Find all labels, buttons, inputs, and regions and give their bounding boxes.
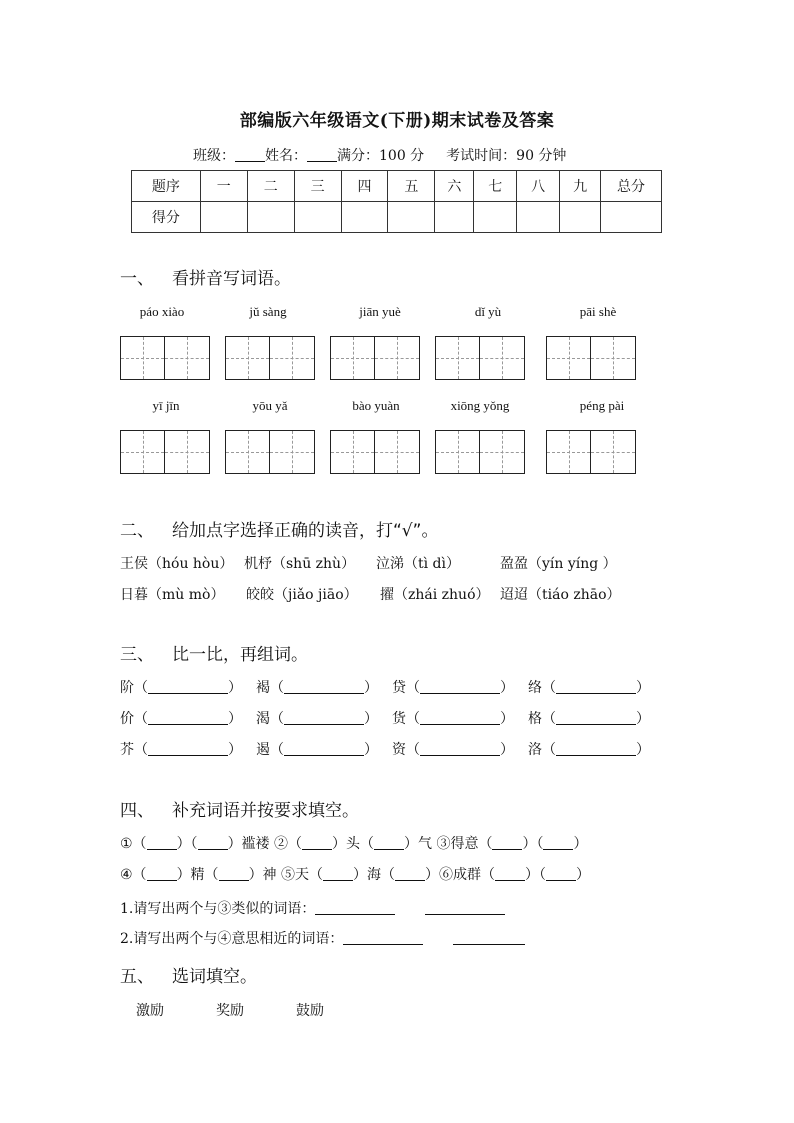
compare-item: 洛（ ） [528,742,650,758]
answer-blank[interactable] [492,835,522,850]
writing-grid[interactable] [120,430,210,474]
header-cell: 题序 [132,171,201,202]
answer-blank[interactable] [556,741,636,756]
reading-item[interactable]: 机杼（shū zhù） [244,556,356,572]
pinyin-label: jiān yuè [359,304,401,319]
pinyin-label: jǔ sàng [249,304,287,319]
question-2: 2.请写出两个与④意思相近的词语： [120,928,525,948]
answer-blank[interactable] [546,866,576,881]
answer-blank[interactable] [284,679,364,694]
compare-item: 芥（ ） [120,742,242,758]
answer-blank[interactable] [148,679,228,694]
pinyin-label: yōu yǎ [252,398,288,413]
reading-item[interactable]: 擢（zhái zhuó） [380,587,490,603]
score-cell[interactable] [388,202,435,233]
pinyin-label: péng pài [579,398,625,413]
answer-blank[interactable] [147,835,177,850]
row-label: 得分 [132,202,201,233]
name-blank[interactable] [307,147,337,162]
score-cell[interactable] [200,202,247,233]
score-table-row [132,202,662,233]
compare-item: 价（ ） [120,711,242,727]
time-label: 考试时间：90 分钟 [446,148,567,164]
compare-item: 贷（ ） [392,680,514,696]
writing-grid[interactable] [225,430,315,474]
compare-item: 货（ ） [392,711,514,727]
header-cell: 一 [200,171,247,202]
answer-blank[interactable] [148,741,228,756]
answer-blank[interactable] [147,866,177,881]
header-cell: 四 [341,171,388,202]
header-cell: 六 [435,171,474,202]
section-5-heading: 五、 选词填空。 [120,967,257,987]
section-3-heading: 三、 比一比，再组词。 [120,645,308,665]
answer-blank[interactable] [302,835,332,850]
reading-item[interactable]: 泣涕（tì dì） [376,556,460,572]
answer-blank[interactable] [198,835,228,850]
writing-grid[interactable] [330,430,420,474]
compare-item: 褐（ ） [256,680,378,696]
section-4-heading: 四、 补充词语并按要求填空。 [120,801,359,821]
score-cell[interactable] [341,202,388,233]
compare-item: 阶（ ） [120,680,242,696]
compare-item: 渴（ ） [256,711,378,727]
compare-item: 遏（ ） [256,742,378,758]
answer-blank[interactable] [556,710,636,725]
writing-grid[interactable] [435,430,525,474]
score-cell[interactable] [474,202,517,233]
word-option: 激励 [136,1003,164,1019]
answer-blank[interactable] [543,835,573,850]
class-blank[interactable] [235,147,265,162]
score-label: 满分：100 分 [337,148,425,164]
reading-item[interactable]: 盈盈（yín yíng ） [500,556,617,572]
answer-blank[interactable] [219,866,249,881]
answer-blank[interactable] [148,710,228,725]
answer-blank[interactable] [315,900,395,915]
header-cell: 九 [560,171,601,202]
writing-grid[interactable] [435,336,525,380]
fill-line-2: ④（ ）精（ ）神 ⑤天（ ）海（ ）⑥成群（ ）（ ） [120,867,591,883]
answer-blank[interactable] [343,930,423,945]
score-cell[interactable] [517,202,560,233]
answer-blank[interactable] [284,710,364,725]
header-cell: 三 [294,171,341,202]
score-cell[interactable] [560,202,601,233]
class-label: 班级： [193,148,235,164]
reading-item[interactable]: 王侯（hóu hòu） [120,556,234,572]
page-title: 部编版六年级语文(下册)期末试卷及答案 [239,111,555,131]
fill-line-1: ①（ ）（ ）褴褛 ②（ ）头（ ）气 ③得意（ ）（ ） [120,836,588,852]
exam-info [193,145,566,165]
reading-item[interactable]: 迢迢（tiáo zhāo） [500,587,621,603]
answer-blank[interactable] [420,741,500,756]
writing-grid[interactable] [546,430,636,474]
pinyin-label: yī jīn [152,398,180,413]
writing-grid[interactable] [546,336,636,380]
section-2-heading: 二、 给加点字选择正确的读音，打“√”。 [120,521,439,541]
header-cell: 总分 [601,171,662,202]
word-option: 奖励 [216,1003,244,1019]
writing-grid[interactable] [120,336,210,380]
answer-blank[interactable] [420,679,500,694]
question-1: 1.请写出两个与③类似的词语： [120,898,505,918]
writing-grid[interactable] [225,336,315,380]
answer-blank[interactable] [453,930,525,945]
score-cell[interactable] [247,202,294,233]
score-table [131,170,662,233]
pinyin-label: dǐ yù [474,304,502,319]
answer-blank[interactable] [495,866,525,881]
section-1-heading: 一、 看拼音写词语。 [120,269,291,289]
name-label: 姓名： [265,148,307,164]
answer-blank[interactable] [323,866,353,881]
answer-blank[interactable] [425,900,505,915]
pinyin-label: bào yuàn [352,398,400,413]
writing-grid[interactable] [330,336,420,380]
header-cell: 七 [474,171,517,202]
answer-blank[interactable] [420,710,500,725]
pinyin-label: páo xiào [139,304,185,319]
answer-blank[interactable] [374,835,404,850]
pinyin-label: xiōng yǒng [450,398,510,413]
score-cell[interactable] [435,202,474,233]
answer-blank[interactable] [284,741,364,756]
answer-blank[interactable] [556,679,636,694]
score-cell[interactable] [294,202,341,233]
header-cell: 五 [388,171,435,202]
header-cell: 八 [517,171,560,202]
compare-item: 格（ ） [528,711,650,727]
score-table-header-row [132,171,662,202]
reading-item[interactable]: 日暮（mù mò） [120,587,225,603]
score-cell[interactable] [601,202,662,233]
reading-item[interactable]: 皎皎（jiǎo jiāo） [246,587,358,603]
pinyin-label: pāi shè [579,304,617,319]
header-cell: 二 [247,171,294,202]
compare-item: 资（ ） [392,742,514,758]
answer-blank[interactable] [395,866,425,881]
compare-item: 络（ ） [528,680,650,696]
word-option: 鼓励 [296,1003,324,1019]
